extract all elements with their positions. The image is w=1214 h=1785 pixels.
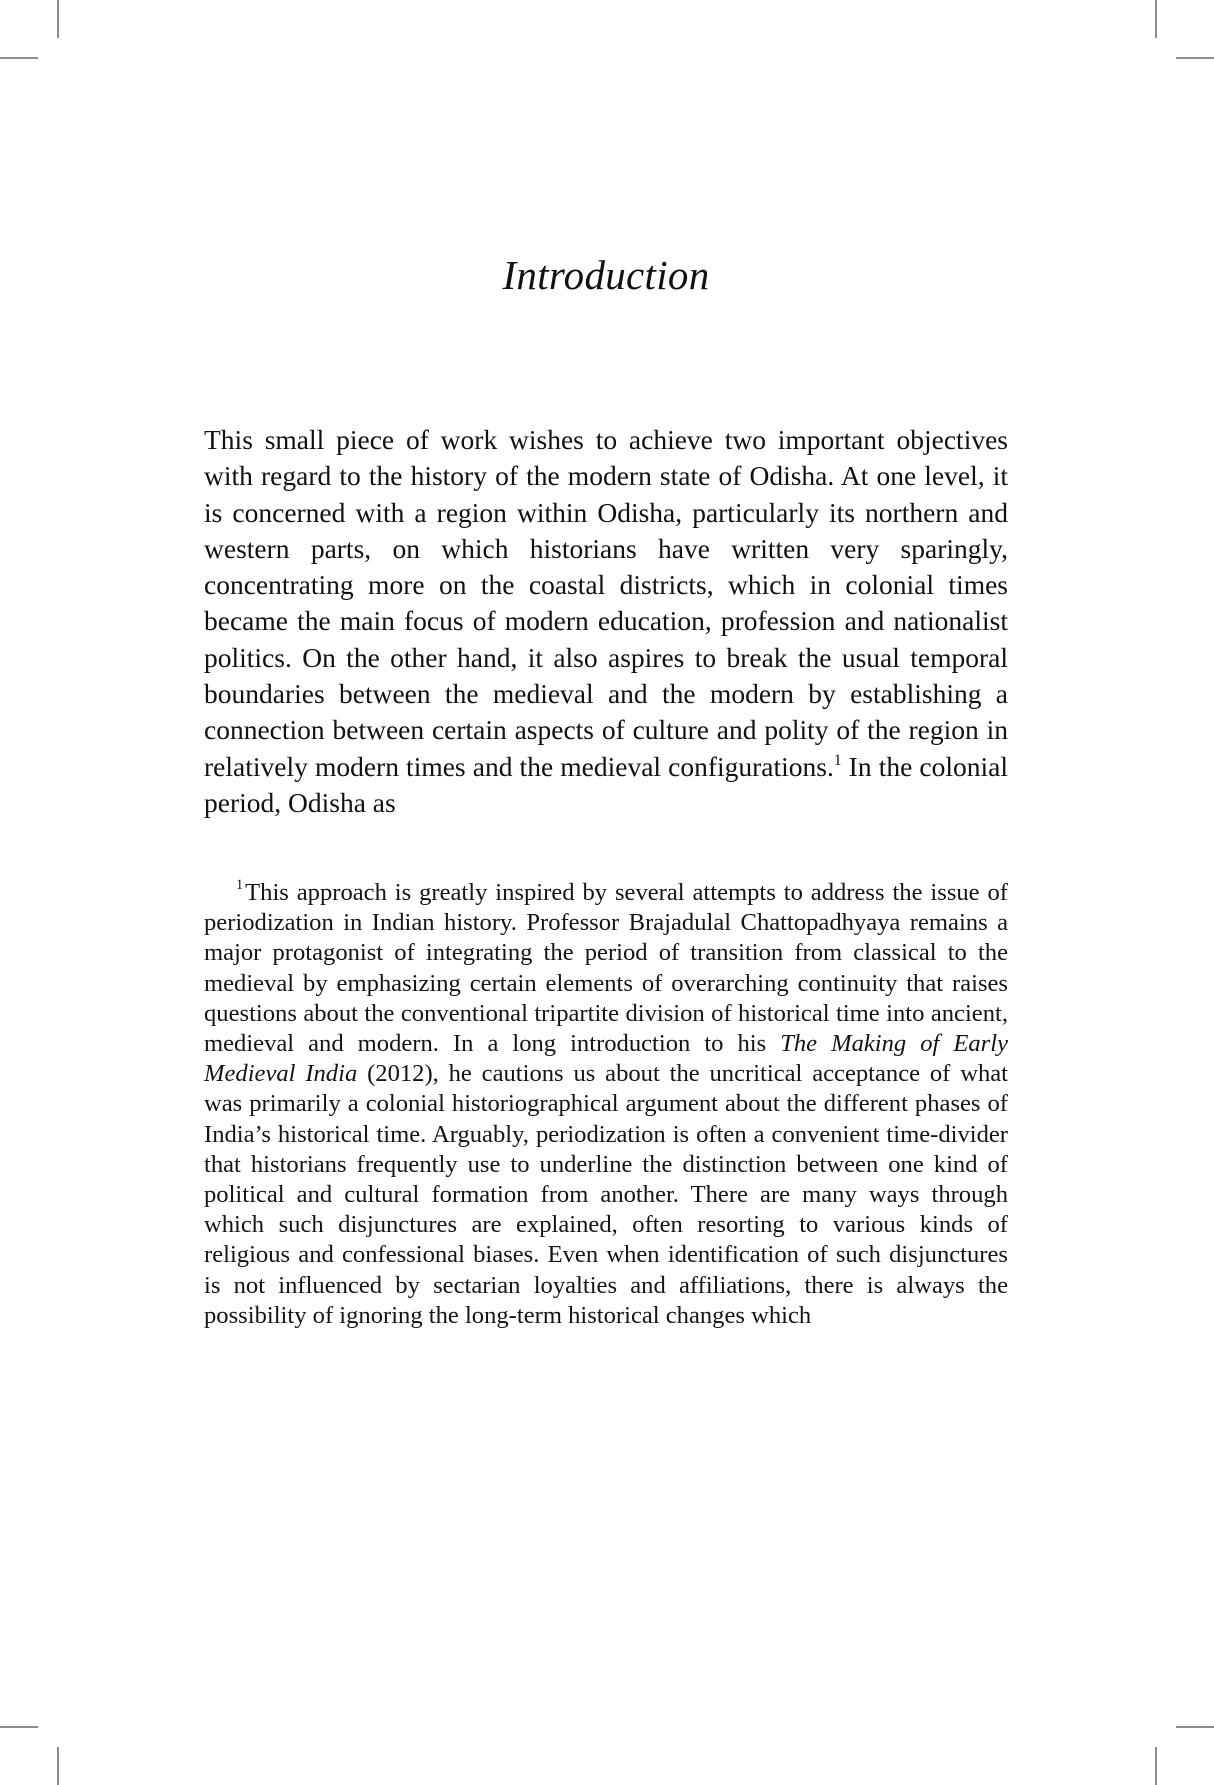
chapter-title: Introduction: [502, 252, 710, 298]
crop-mark-bottom-left-vertical: [57, 1747, 59, 1785]
footnote-block: [204, 878, 1008, 1331]
footnote-number: 1: [236, 877, 244, 894]
body-paragraph-text-after-note: In the colonial period, Odisha as: [204, 750, 1008, 818]
footnote-cited-work-title: The Making of Early Medieval India: [204, 1030, 1009, 1088]
footnote-text-part-1: This approach is greatly inspired by several attempts to address the issue of periodization in Indian history. Professor Brajadulal Chattopadhyaya remains a major protagonist of integrating the period of transition from classical to the medieval by emphasizing certain elements of overarching continuity that raises questions about the conventional tripartite division of historical time into ancient, medieval and modern. In a long introduction to his: [204, 879, 1008, 1058]
crop-mark-bottom-right-vertical: [1155, 1747, 1157, 1785]
crop-mark-top-left-vertical: [57, 0, 59, 38]
footnote-reference-marker[interactable]: 1: [833, 751, 842, 769]
crop-mark-top-left-horizontal: [0, 57, 38, 59]
crop-mark-bottom-left-horizontal: [0, 1726, 38, 1728]
crop-mark-bottom-right-horizontal: [1176, 1726, 1214, 1728]
body-paragraph: [204, 422, 1008, 821]
footnote-text-part-2: (2012), he cautions us about the uncritical acceptance of what was primarily a colonial historiographical argument about the different phases of India’s historical time. Arguably, periodization is often a convenient time-divider that historians frequently use to underline the distinction between one kind of political and cultural formation from another. There are many ways through which such disjunctures are explained, often resorting to various kinds of religious and confessional biases. Even when identification of such disjunctures is not influenced by sectarian loyalties and affiliations, there is always the possibility of ignoring the long-term historical changes which: [204, 1060, 1009, 1329]
footnote-1: [204, 878, 1008, 1331]
crop-mark-top-right-vertical: [1155, 0, 1157, 38]
body-paragraph-text-before-note: This small piece of work wishes to achieve two important objectives with regard to the history of the modern state of Odisha. At one level, it is concerned with a region within Odisha, particularly its northern and western parts, on which historians have written very sparingly, concentrating more on the coastal districts, which in colonial times became the main focus of modern education, profession and nationalist politics. On the other hand, it also aspires to break the usual temporal boundaries between the medieval and the modern by establishing a connection between certain aspects of culture and polity of the region in relatively modern times and the medieval configurations.: [204, 424, 1008, 782]
crop-mark-top-right-horizontal: [1176, 57, 1214, 59]
